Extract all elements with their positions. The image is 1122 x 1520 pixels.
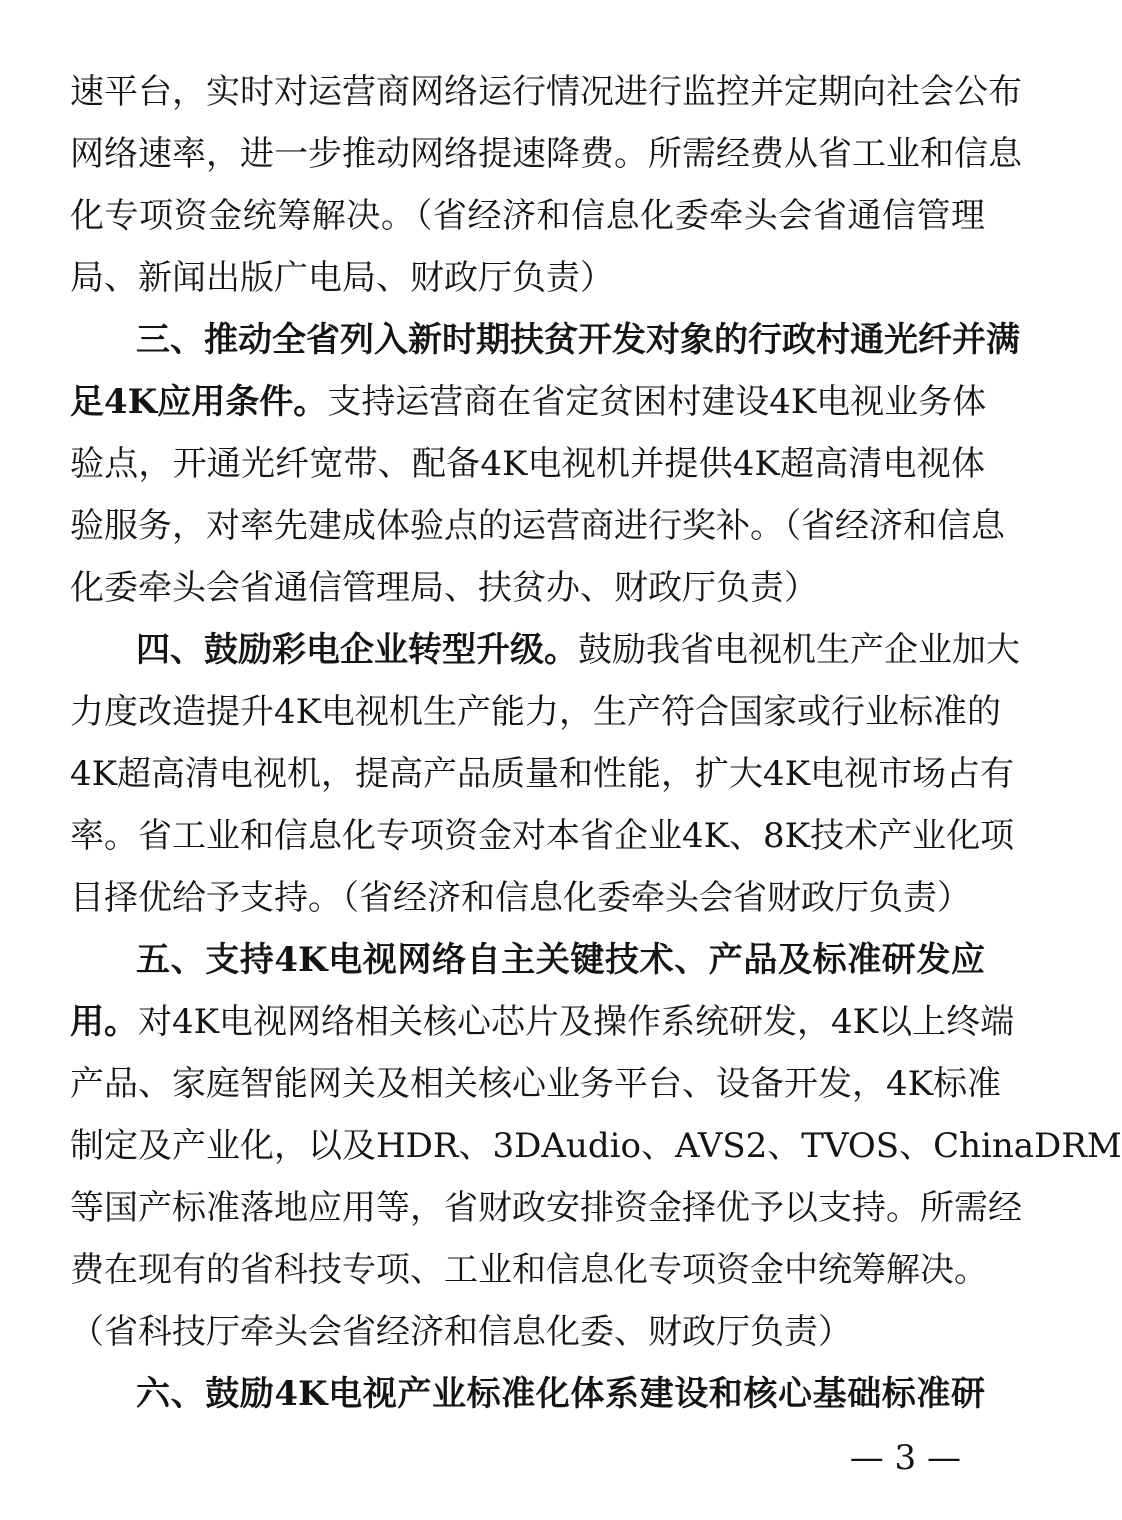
- section-heading-3-end: 足4K应用条件。: [70, 382, 328, 422]
- paragraph-line: 用。对4K电视网络相关核心芯片及操作系统研发，4K以上终端: [70, 1002, 1015, 1042]
- page-number: — 3 —: [849, 1438, 961, 1478]
- paragraph-line: 化专项资金统筹解决。（省经济和信息化委牵头会省通信管理: [70, 196, 985, 236]
- paragraph-line: 等国产标准落地应用等，省财政安排资金择优予以支持。所需经: [70, 1188, 1022, 1228]
- section-heading-6: 六、鼓励4K电视产业标准化体系建设和核心基础标准研: [136, 1374, 985, 1414]
- section-heading-5-end: 用。: [70, 1002, 138, 1042]
- paragraph-line: 目择优给予支持。（省经济和信息化委牵头会省财政厅负责）: [70, 878, 971, 918]
- paragraph-line: 足4K应用条件。支持运营商在省定贫困村建设4K电视业务体: [70, 382, 987, 422]
- section-heading-4: 四、鼓励彩电企业转型升级。: [136, 630, 578, 670]
- paragraph-line: 产品、家庭智能网关及相关核心业务平台、设备开发，4K标准: [70, 1064, 1002, 1104]
- paragraph-line: （省科技厅牵头会省经济和信息化委、财政厅负责）: [70, 1312, 852, 1352]
- paragraph-line: 四、鼓励彩电企业转型升级。鼓励我省电视机生产企业加大: [136, 630, 1020, 670]
- paragraph-line: 局、新闻出版广电局、财政厅负责）: [70, 258, 614, 298]
- paragraph-line: 网络速率，进一步推动网络提速降费。所需经费从省工业和信息: [70, 134, 1022, 174]
- paragraph-line: 验点，开通光纤宽带、配备4K电视机并提供4K超高清电视体: [70, 444, 985, 484]
- paragraph-line: 制定及产业化，以及HDR、3DAudio、AVS2、TVOS、ChinaDRM: [70, 1126, 1122, 1166]
- paragraph-line: 力度改造提升4K电视机生产能力，生产符合国家或行业标准的: [70, 692, 1002, 732]
- section-heading-3: 三、推动全省列入新时期扶贫开发对象的行政村通光纤并满: [136, 320, 1020, 360]
- section-heading-5: 五、支持4K电视网络自主关键技术、产品及标准研发应: [136, 940, 985, 980]
- paragraph-line: 速平台，实时对运营商网络运行情况进行监控并定期向社会公布: [70, 72, 1022, 112]
- paragraph-line: 4K超高清电视机，提高产品质量和性能，扩大4K电视市场占有: [70, 754, 1015, 794]
- paragraph-line: 化委牵头会省通信管理局、扶贫办、财政厅负责）: [70, 568, 818, 608]
- paragraph-line: 率。省工业和信息化专项资金对本省企业4K、8K技术产业化项: [70, 816, 1015, 856]
- paragraph-line: 验服务，对率先建成体验点的运营商进行奖补。（省经济和信息: [70, 506, 1005, 546]
- paragraph-line: 费在现有的省科技专项、工业和信息化专项资金中统筹解决。: [70, 1250, 988, 1290]
